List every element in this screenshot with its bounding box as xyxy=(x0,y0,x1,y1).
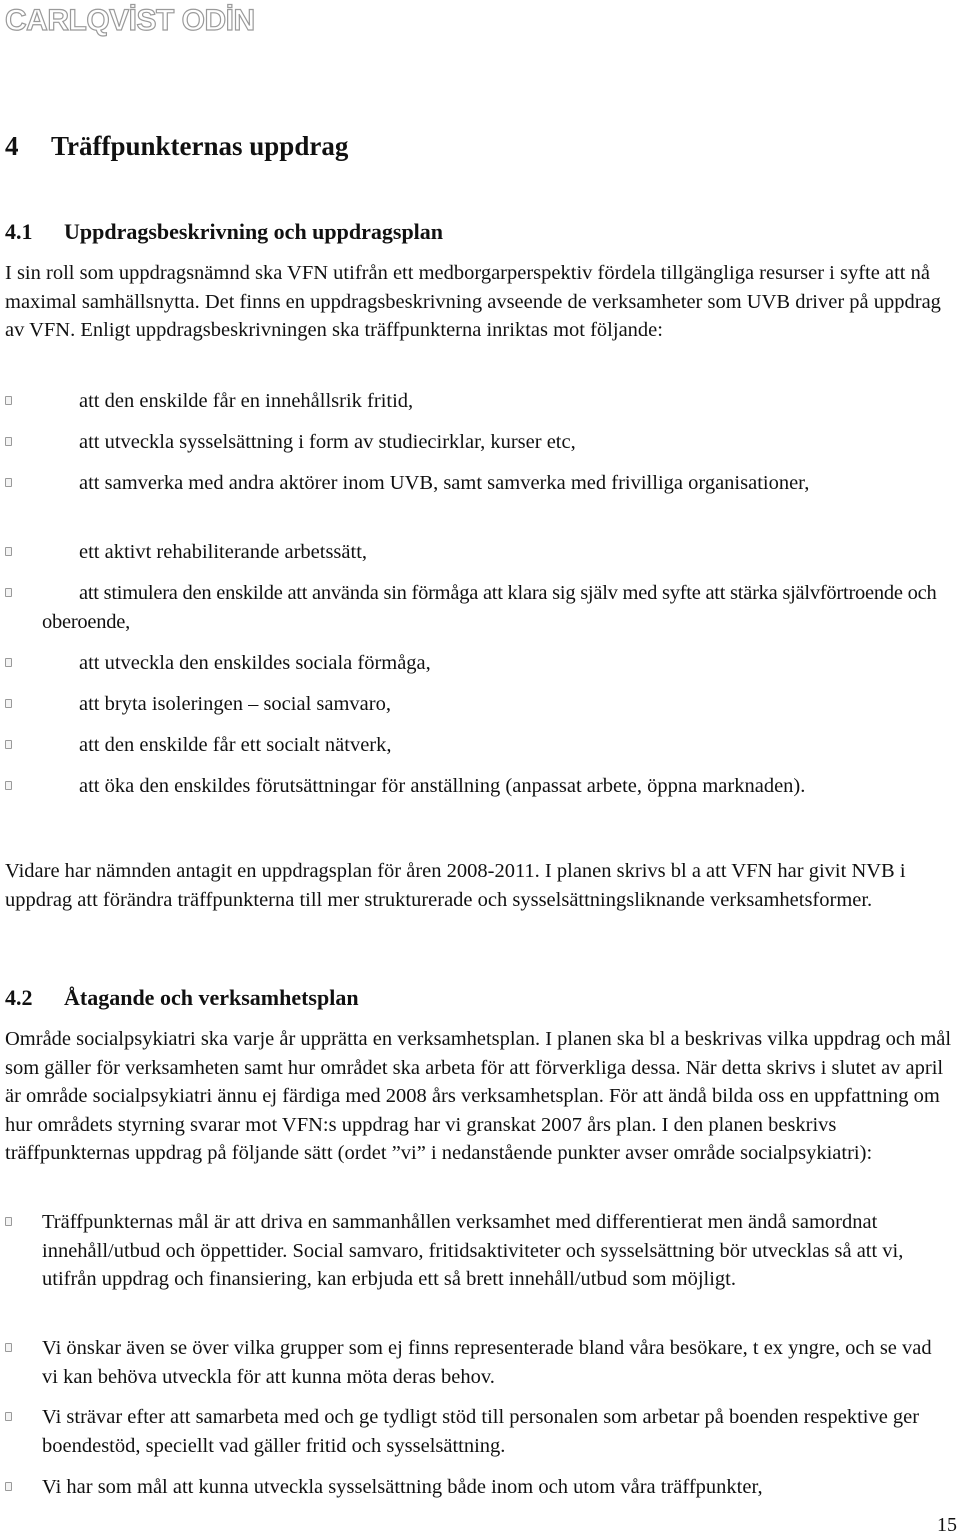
bullet-icon xyxy=(5,1217,12,1226)
list-item: att den enskilde får en innehållsrik fritid, xyxy=(5,387,945,416)
bullet-icon xyxy=(5,658,12,667)
section-4-number: 4 xyxy=(5,131,19,161)
list-item: Träffpunkternas mål är att driva en sammanhållen verksamhet med differentierat men ändå samordnat innehåll/utbud och öppettider. Social samvaro, fritidsaktiviteter och sysselsättning bör utvecklas så att vi, utifrån uppdrag och finansiering, kan erbjuda ett så brett innehåll/utbud som möjligt. xyxy=(5,1208,945,1294)
section-4-1-intro: I sin roll som uppdragsnämnd ska VFN utifrån ett medborgarperspektiv fördela tillgängliga resurser i syfte att nå maximal samhällsnytta. Det finns en uppdragsbeskrivning avseende de verksamheter som UVB driver på uppdrag av VFN. Enligt uppdragsbeskrivningen ska träffpunkterna inriktas mot följande: xyxy=(5,262,941,341)
list-item: att den enskilde får ett socialt nätverk, xyxy=(5,731,945,760)
bullet-icon xyxy=(5,1343,12,1352)
list-item: att utveckla den enskildes sociala förmåga, xyxy=(5,649,945,678)
bullet-icon xyxy=(5,478,12,487)
page-number: 15 xyxy=(937,1514,957,1536)
section-4-1-heading xyxy=(5,219,443,245)
bullet-icon xyxy=(5,740,12,749)
bullet-icon xyxy=(5,1482,12,1491)
list-item: att utveckla sysselsättning i form av studiecirklar, kurser etc, xyxy=(5,428,945,457)
section-4-2-number: 4.2 xyxy=(5,985,33,1010)
list-item: att bryta isoleringen – social samvaro, xyxy=(5,690,945,719)
list-item: Vi önskar även se över vilka grupper som ej finns representerade bland våra besökare, t ex yngre, och se vad vi kan behöva utveckla för att kunna möta deras behov. xyxy=(5,1334,945,1391)
bullet-icon xyxy=(5,699,12,708)
bullet-icon xyxy=(5,396,12,405)
section-4-title: Träffpunkternas uppdrag xyxy=(51,131,349,161)
company-logo: CARLQVİST ODİN xyxy=(5,4,255,37)
section-4-2-title: Åtagande och verksamhetsplan xyxy=(64,985,359,1010)
section-4-2-intro: Område socialpsykiatri ska varje år upprätta en verksamhetsplan. I planen ska bl a beskrivas vilka uppdrag och mål som gäller för verksamheten samt hur området ska arbeta för att förverkliga dessa. När detta skrivs i slutet av april är område socialpsykiatri ännu ej färdiga med 2008 års verksamhetsplan. För att ändå bilda oss en uppfattning om hur områdets styrning svarar mot VFN:s uppdrag har vi granskat 2007 års plan. I den planen beskrivs träffpunkternas uppdrag på följande sätt (ordet ”vi” i nedanstående punkter avser område socialpsykiatri): xyxy=(5,1028,952,1164)
list-item: att samverka med andra aktörer inom UVB, samt samverka med frivilliga organisationer, xyxy=(5,469,960,498)
section-4-1-title: Uppdragsbeskrivning och uppdragsplan xyxy=(64,219,444,244)
list-item: att stimulera den enskilde att använda sin förmåga att klara sig själv med syfte att stärka självförtroende och oberoende, xyxy=(5,579,960,636)
section-4-1-closing: Vidare har nämnden antagit en uppdragsplan för åren 2008-2011. I planen skrivs bl a att VFN har givit NVB i uppdrag att förändra träffpunkterna till mer strukturerade och sysselsättningsliknande verksamhetsformer. xyxy=(5,860,906,911)
list-item: att öka den enskildes förutsättningar för anställning (anpassat arbete, öppna marknaden). xyxy=(5,772,885,801)
bullet-icon xyxy=(5,781,12,790)
bullet-icon xyxy=(5,547,12,556)
bullet-icon xyxy=(5,1412,12,1421)
section-4-2-heading xyxy=(5,985,359,1011)
list-item: Vi strävar efter att samarbeta med och ge tydligt stöd till personalen som arbetar på boenden respektive ger boendestöd, speciellt vad gäller fritid och sysselsättning. xyxy=(5,1403,945,1460)
section-4-1-number: 4.1 xyxy=(5,219,33,244)
list-item: ett aktivt rehabiliterande arbetssätt, xyxy=(5,538,945,567)
bullet-icon xyxy=(5,437,12,446)
bullet-icon xyxy=(5,588,12,597)
section-4-heading xyxy=(5,131,348,162)
list-item: Vi har som mål att kunna utveckla sysselsättning både inom och utom våra träffpunkter, xyxy=(5,1473,945,1502)
